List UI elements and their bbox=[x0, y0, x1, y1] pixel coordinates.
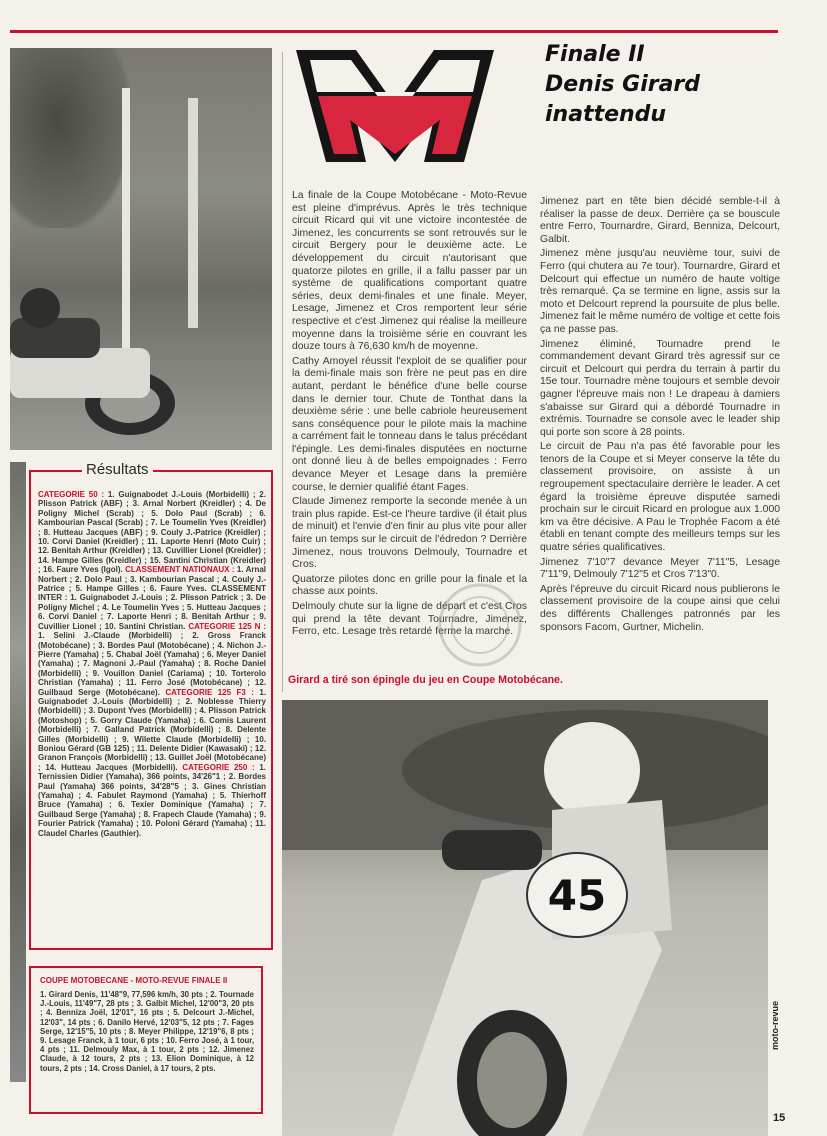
paragraph: Jimenez part en tête bien décidé semble-t-il à réaliser la passe de deux. Derrière ça se bouscule entre Ferro, Tournardre, Girard, Benniza, Delcourt, Galbit. bbox=[540, 196, 780, 245]
magazine-side-label: moto-revue bbox=[770, 1000, 780, 1050]
category-results: 1. Selini J.-Claude (Morbidelli) ; 2. Gross Franck (Motobécane) ; 3. Bordes Paul (Motobécane) ; 4. Nichon J.-Pierre (Yamaha) ; 5. Chabal Joël (Yamaha) ; 6. Meyer Daniel (Yamaha) ; 7. Magnoni J.-Paul (Yamaha) ; 8. Roche Daniel (Morbidelli) ; 9. Vouillon Daniel (Cariama) ; 10. Torterolo Christian (Yamaha) ; 11. Ferro José (Motobécane) ; 12. Guilbaud Serge (Motobécane). bbox=[38, 631, 266, 697]
category-label: CLASSEMENT NATIONAUX : bbox=[125, 565, 235, 575]
paragraph: Claude Jimenez remporte la seconde menée à un train plus rapide. Est-ce l'heure tardive (il était plus de minuit) et l'envie d'en finir au plus vite pour aller faire un temps sur le circuit de l'édredon ? Derrière Jimenez, nous trouvons Delmouly, Tournadre et Cros. bbox=[292, 496, 527, 571]
paragraph: Delmouly chute sur la ligne de départ et c'est Cros qui prend la tête devant Tournadre, Jimenez, Ferro, etc. Lesage très retardé ferme la marche. bbox=[292, 601, 527, 638]
category-results: 1. Guignabodet J.-Louis (Morbidelli) ; 2. Plisson Patrick (ABF) ; 3. Arnal Norbert (Kreidler) ; 4. De Poligny Michel (Scrab) ; 5. Dolo Paul (Scrab) ; 6. Kambourian Pascal (Scrab) ; 7. Le Toumelin Yves (Kreidler) ; 8. Hutteau Jacques (ABF) ; 9. Couly J.-Patrice (Kreidler) ; 10. Corvi Daniel (Kreidler) ; 11. Laporte Henri (Moto Cuir) ; 12. Benitah Arthur (Kreidler) ; 13. Cuvillier Lionel (Kreidler) ; 14. Hampe Gilles (Kreidler) ; 15. Santini Christian (Kreidler) ; 16. Faure Yves (Igol). bbox=[38, 490, 266, 575]
results-text bbox=[38, 490, 266, 838]
category-label: CATEGORIE 250 : bbox=[182, 762, 255, 772]
race-photo-top bbox=[10, 48, 272, 450]
paragraph: Après l'épreuve du circuit Ricard nous publierons le classement provisoire de la coupe ainsi que celui des différents Challenges patronnés par les sponsors Facom, Gurtner, Michelin. bbox=[540, 583, 780, 633]
category-results: 1. Ternissien Didier (Yamaha), 366 points, 34'26"1 ; 2. Bordes Paul (Yamaha) 366 points, 34'28"5 ; 3. Gines Christian (Yamaha) ; 4. Fabulet Raymond (Yamaha) ; 5. Thierhoff Bruce (Yamaha) ; 6. Texier Dominique (Yamaha) ; 7. Guilbaud Serge (Yamaha) ; 8. Frapech Claude (Yamaha) ; 9. Fourier Patrick (Yamaha) ; 10. Poloni Gérard (Yamaha) ; 11. Claudel Charles (Gauthier). bbox=[38, 762, 266, 838]
photo-post bbox=[188, 98, 198, 328]
category-results: 1. Arnal Norbert ; 2. Dolo Paul ; 3. Kambourian Pascal ; 4. Couly J.-Patrice ; 5. Hampe Gilles ; 6. Faure Yves. CLASSEMENT INTER : 1. Guignabodet J.-Louis ; 2. Plisson Patrick ; 3. De Poligny Michel ; 4. Le Toumelin Yves ; 5. Hutteau Jacques ; 6. Corvi Daniel ; 7. Laporte Henri ; 8. Benitah Arthur ; 9. Cuvillier Lionel ; 10. Santini Christian. bbox=[38, 565, 267, 631]
paragraph: Jimenez mène jusqu'au neuvième tour, suivi de Ferro (qui chutera au 7e tour). Tournardre, Girard et Delcourt qui effectue un numéro de haute voltige très remarqué. Ça se termine en ligne, assis sur la moto et Delcourt reprend la poursuite de plus belle. Jimenez fait le même numéro de voltige et cette fois ça ne passe pas. bbox=[540, 248, 780, 335]
final-results-text: 1. Girard Denis, 11'48"9, 77,596 km/h, 30 pts ; 2. Tournade J.-Louis, 11'49"7, 28 pts ; 3. Galbit Michel, 12'00"3, 20 pts ; 4. Benniza Joël, 12'01", 16 pts ; 5. Delcourt J.-Michel, 12'03", 14 pts ; 6. Danilo Hervé, 12'03"5, 12 pts ; 7. Fages Serge, 12'15"5, 10 pts ; 8. Meyer Philippe, 12'19"6, 8 pts ; 9. Lesage Franck, à 1 tour, 6 pts ; 10. Ferro José, à 1 tour, 4 pts ; 11. Delmouly Max, à 1 tour, 2 pts ; 12. Jimenez Claude, à 12 tours, 2 pts ; 13. Elion Dominique, à 12 tours, 2 pts ; 14. Cross Daniel, à 17 tours, 2 pts. bbox=[40, 990, 254, 1073]
title-line-1: Finale II bbox=[545, 42, 645, 67]
title-line-3: inattendu bbox=[545, 102, 667, 127]
race-photo-main bbox=[282, 700, 768, 1136]
racer-illustration bbox=[282, 700, 768, 1136]
motobecane-m-logo bbox=[296, 50, 494, 165]
top-red-rule bbox=[10, 30, 778, 33]
paragraph: Jimenez 7'10"7 devance Meyer 7'11"5, Lesage 7'11"9, Delmouly 7'12"5 et Cros 7'13"0. bbox=[540, 556, 780, 581]
race-number: 45 bbox=[547, 871, 607, 920]
category-label: CATEGORIE 125 F3 : bbox=[165, 687, 254, 697]
article-title bbox=[545, 40, 785, 130]
title-line-2: Denis Girard bbox=[545, 72, 701, 97]
paragraph: Le circuit de Pau n'a pas été favorable pour les tenors de la Coupe et si Meyer conserve la tête du classement provisoire, on assiste à un regroupement spectaculaire derrière le leader. A cet égard la troisième épreuve disputée samedi prochain sur le circuit Ricard en prologue aux 1.000 km va être décisive. A Pau le Trophée Facom a été établi en tenant compte des meilleurs temps sur les quatre séries qualificatives. bbox=[540, 441, 780, 554]
photo-tree bbox=[10, 48, 130, 228]
category-label: CATEGORIE 125 N : bbox=[188, 621, 266, 631]
watermark-stamp bbox=[435, 580, 525, 670]
results-heading: Résultats bbox=[82, 461, 153, 478]
page-number: 15 bbox=[773, 1112, 786, 1124]
body-column-1 bbox=[292, 190, 527, 641]
column-divider bbox=[282, 52, 283, 692]
motorcycle-illustration bbox=[10, 278, 185, 438]
paragraph: Cathy Amoyel réussit l'exploit de se qualifier pour la demi-finale mais son frère ne peut pas en dire autant, perdant le bénéfice d'une belle course dans le dernier tour. Chute de Tonthat dans la deuxième série : une belle cabriole heureusement sans conséquence pour le pilote mais la machine a carrément fait le tonneau dans le talus précédant l'épingle. Les demi-finales disputées en nocturne ont donné lieu à de belles empoignades : Ferro devance Meyer et Lesage dans la première course, le dernier qualifié étant Fages. bbox=[292, 355, 527, 493]
photo-caption: Girard a tiré son épingle du jeu en Coupe Motobécane. bbox=[288, 674, 563, 686]
category-results: 1. Guignabodet J.-Louis (Morbidelli) ; 2. Noblesse Thierry (Morbidelli) ; 3. Dupont Yves (Morbidelli) ; 4. Plisson Patrick (Motoshop) ; 5. Gorry Claude (Yamaha) ; 6. Comis Laurent (Morbidelli) ; 7. Galland Patrick (Morbidelli) ; 8. Delente Gilles (Morbidelli) ; 9. Wilette Claude (Morbidelli) ; 10. Boniou Gérard (GB 125) ; 11. Delente Didier (Kawasaki) ; 12. Granon François (Morbidelli) ; 13. Guillet Joël (Motobécane) ; 14. Hutteau Jacques (Morbidelli). bbox=[38, 687, 266, 772]
final-results-title: COUPE MOTOBECANE - MOTO-REVUE FINALE II bbox=[40, 976, 228, 985]
race-photo-strip bbox=[10, 462, 26, 1082]
category-label: CATEGORIE 50 : bbox=[38, 490, 105, 499]
paragraph: Jimenez éliminé, Tournadre prend le commandement devant Girard très agressif sur ce circuit et Delcourt qui perdra du terrain à partir du 15e tour. Tournadre mène toujours et semble devoir gagner l'épreuve mais non ! Le drapeau à damiers s'abaisse sur Girard qui a débordé Tournadre in extrémis. Tournadre se console avec le leader ship qui porte son score à 28 points. bbox=[540, 338, 780, 438]
body-column-2 bbox=[540, 196, 780, 636]
paragraph: Quatorze pilotes donc en grille pour la finale et la chasse aux points. bbox=[292, 573, 527, 598]
paragraph: La finale de la Coupe Motobécane - Moto-Revue est pleine d'imprévus. Après le très technique circuit Ricard qui vit une victoire incontestée de Jimenez, les concurrents se sont retrouvés sur le circuit Bergery pour le deuxième acte. Le développement du circuit n'autorisant que quatorze pilotes en grille, il a fallu passer par un système de qualifications comportant quatre séries, deux demi-finales et une finale. Meyer, Lesage, Jimenez et Cros remportent leur série respective et c'est Jimenez qui réalise la meilleure moyenne dans la troisième série en couvrant les douze tours à 76,630 km/h de moyenne. bbox=[292, 190, 527, 353]
